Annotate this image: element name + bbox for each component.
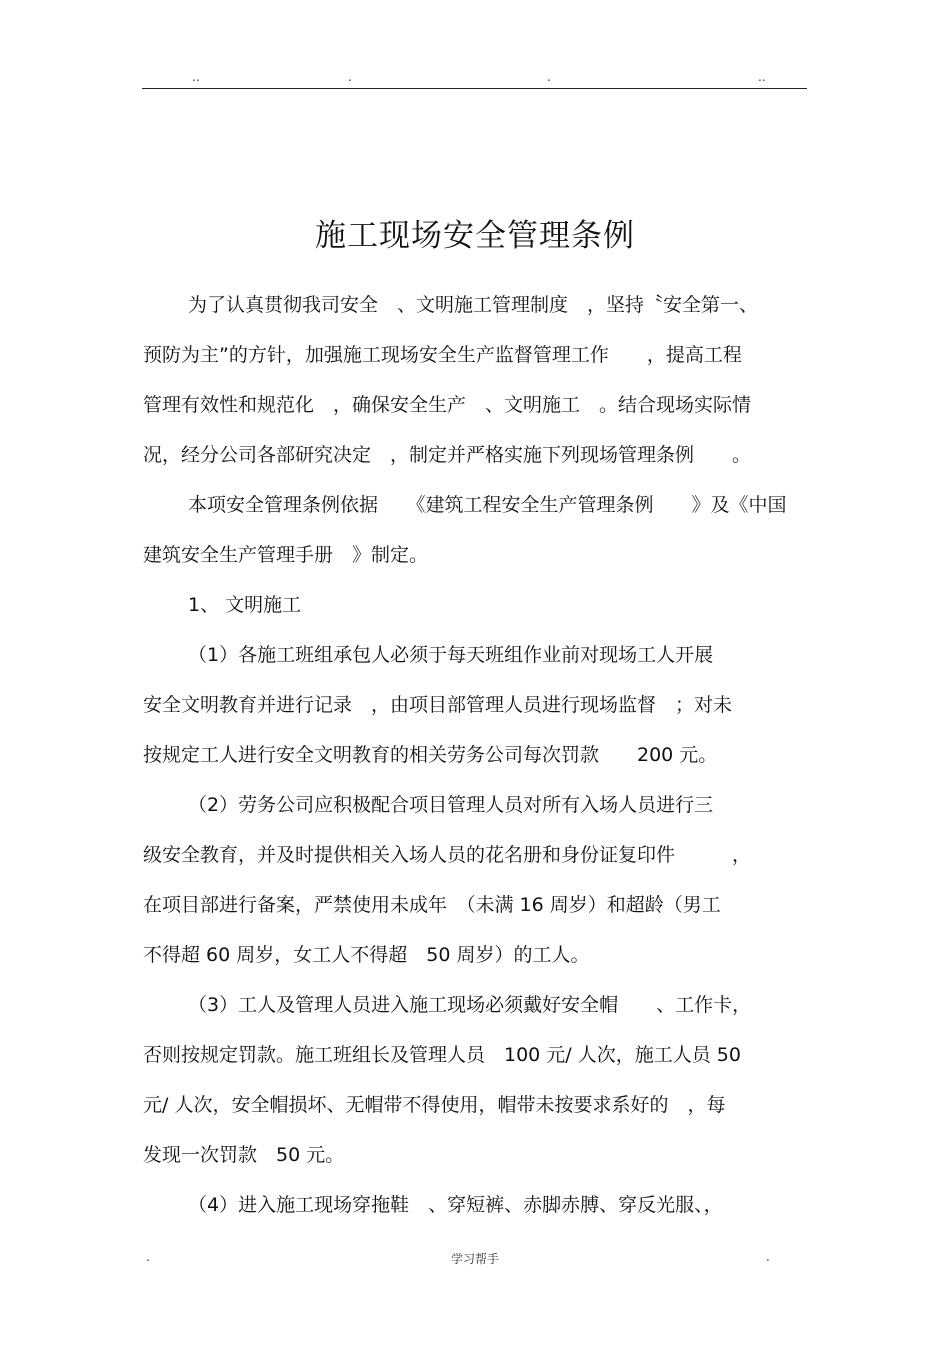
body-line: 在项目部进行备案，严禁使用未成年 （未满 16 周岁）和超龄（男工 (143, 894, 721, 916)
body-line: 况，经分公司各部研究决定 ，制定并严格实施下列现场管理条例 。 (143, 444, 752, 466)
body-line: 管理有效性和规范化 ，确保安全生产 、文明施工 。结合现场实际情 (143, 394, 752, 416)
header-dot: . (348, 70, 352, 84)
header-dot: . (547, 70, 551, 84)
body-line: 预防为主”的方针，加强施工现场安全生产监督管理工作 ，提高工程 (143, 344, 742, 366)
body-line: （1）各施工班组承包人必须于每天班组作业前对现场工人开展 (188, 644, 714, 666)
body-line: （2）劳务公司应积极配合项目管理人员对所有入场人员进行三 (188, 794, 714, 816)
body-line: 安全文明教育并进行记录 ，由项目部管理人员进行现场监督 ；对未 (143, 694, 733, 716)
footer-dot: . (766, 1250, 770, 1264)
section-heading: 1、 文明施工 (188, 594, 302, 616)
header-rule (142, 88, 807, 89)
header-dot: .. (758, 70, 766, 84)
header-dot: .. (192, 70, 200, 84)
body-line: 级安全教育，并及时提供相关入场人员的花名册和身份证复印件 ， (143, 844, 752, 866)
body-line: 为了认真贯彻我司安全 、文明施工管理制度 ，坚持〝安全第一、 (188, 294, 759, 316)
footer-label: 学习帮手 (450, 1252, 499, 1266)
body-line: 按规定工人进行安全文明教育的相关劳务公司每次罚款 200 元。 (143, 744, 718, 766)
body-line: 发现一次罚款 50 元。 (143, 1144, 345, 1166)
footer-dot: . (146, 1250, 150, 1264)
document-title: 施工现场安全管理条例 (315, 218, 635, 254)
body-line: 元/ 人次，安全帽损坏、无帽带不得使用，帽带未按要求系好的 ，每 (143, 1094, 726, 1116)
body-line: （4）进入施工现场穿拖鞋 、穿短裤、赤脚赤膊、穿反光服、， (188, 1194, 723, 1216)
body-line: 本项安全管理条例依据 《建筑工程安全生产管理条例 》及《中国 (188, 494, 787, 516)
body-line: （3）工人及管理人员进入施工现场必须戴好安全帽 、工作卡， (188, 994, 752, 1016)
body-line: 建筑安全生产管理手册 》制定。 (143, 544, 429, 566)
body-line: 否则按规定罚款。施工班组长及管理人员 100 元/ 人次，施工人员 50 (143, 1044, 741, 1066)
body-line: 不得超 60 周岁，女工人不得超 50 周岁）的工人。 (143, 944, 590, 966)
